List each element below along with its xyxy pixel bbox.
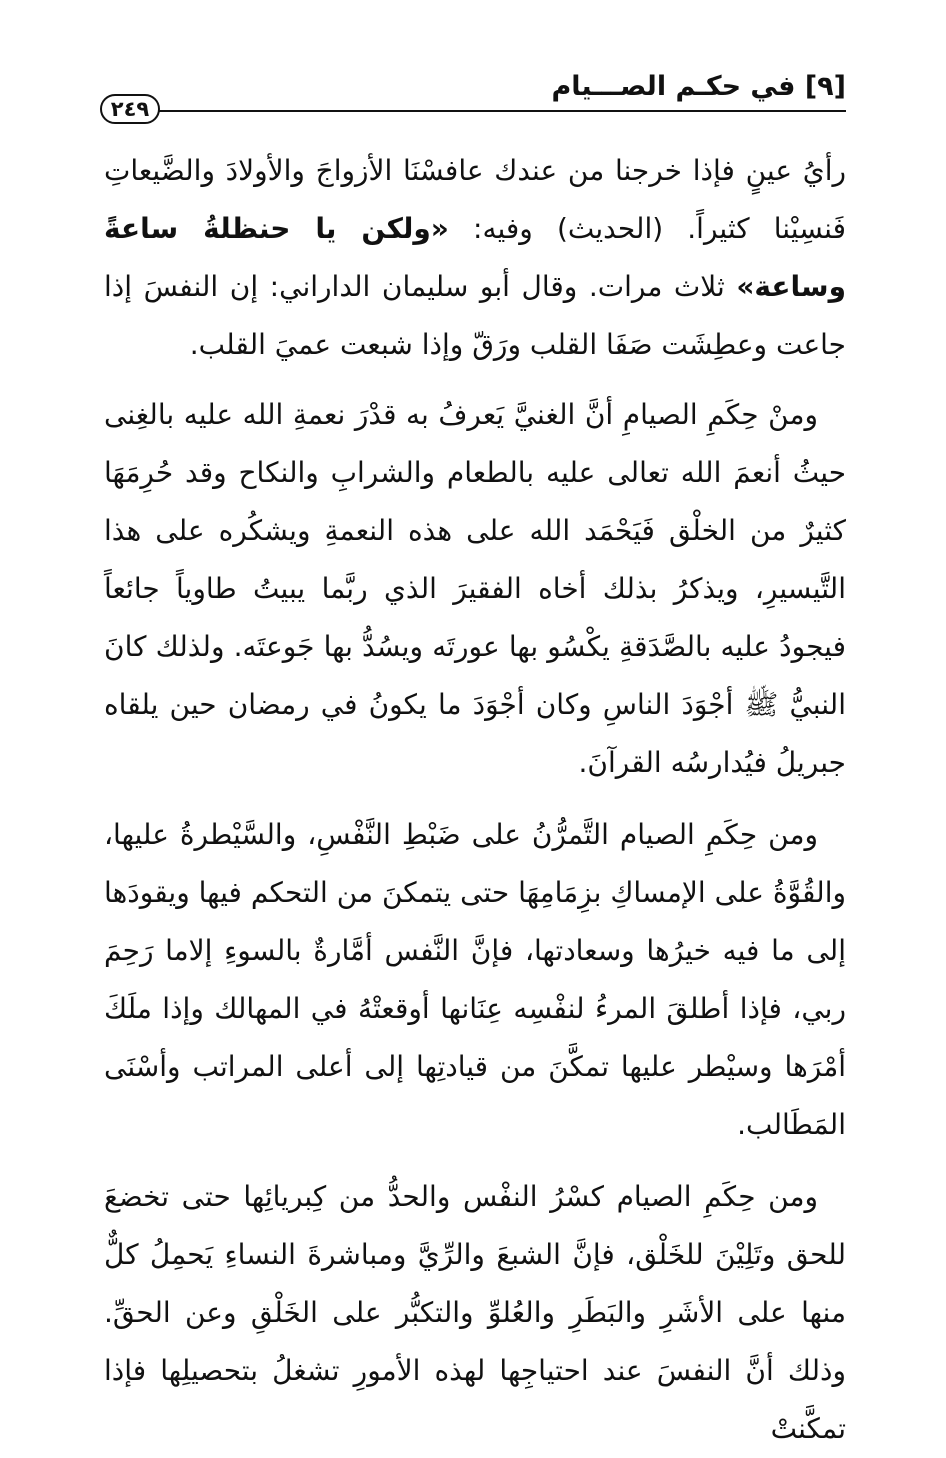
paragraph-3: [104, 806, 846, 1154]
page-header: [100, 70, 846, 126]
paragraph-4-text: ومن حِكَمِ الصيام كسْرُ النفْس والحدُّ من كِبريائِها حتى تخضعَ للحق وتَلِيْنَ للخَلْق، فإنَّ الشبعَ والرِّيَّ ومباشرةَ النساءِ يَحمِلُ كلٌّ منها على الأشَرِ والبَطَرِ والعُلوِّ والتكبُّر على الخَلْقِ وعن الحقِّ. وذلك أنَّ النفسَ عند احتياجِها لهذه الأمورِ تشغلُ بتحصيلِها فإذا تمكَّنتْ: [104, 1180, 846, 1445]
paragraph-2: [104, 386, 846, 792]
running-title: [٩] في حكـم الصـــيام: [551, 71, 846, 102]
paragraph-2-text: ومنْ حِكَمِ الصيامِ أنَّ الغنيَّ يَعرفُ به قدْرَ نعمةِ الله عليه بالغِنى حيثُ أنعمَ الله تعالى عليه بالطعام والشرابِ والنكاح وقد حُرِمَهَا كثيرٌ من الخلْق فَيَحْمَد الله على هذه النعمةِ ويشكُره على هذا التَّيسيرِ، ويذكرُ بذلك أخاه الفقيرَ الذي ربَّما يبيتُ طاوياً جائعاً فيجودُ عليه بالصَّدَقةِ يكْسُو بها عورتَه ويسُدُّ بها جَوعتَه. ولذلك كانَ النبيُّ ﷺ أجْوَدَ الناسِ وكان أجْوَدَ ما يكونُ في رمضان حين يلقاه جبريلُ فيُدارسُه القرآنَ.: [104, 398, 846, 779]
paragraph-1: [104, 142, 846, 374]
quote-hanzala: «ولكن يا حنظلةُ ساعةً وساعة»: [104, 212, 846, 303]
page-number-badge: [100, 94, 160, 124]
paragraph-1-text-b: ثلاث مرات. وقال أبو سليمان الداراني: إن النفسَ إذا جاعت وعطِشَت صَفَا القلب ورَقّ وإذا شبعت عميَ القلب.: [104, 270, 846, 361]
page-number: ٢٤٩: [110, 97, 150, 121]
header-rule: [156, 110, 846, 112]
paragraph-3-text: ومن حِكَمِ الصيام التَّمرُّنُ على ضَبْطِ النَّفْسِ، والسَّيْطرةُ عليها، والقُوَّةُ على الإمساكِ بزِمَامِهَا حتى يتمكنَ من التحكم فيها ويقودَها إلى ما فيه خيرُها وسعادتها، فإنَّ النَّفس أمَّارةٌ بالسوءِ إلاما رَحِمَ ربي، فإذا أطلقَ المرءُ لنفْسِه عِنَانها أوقعتْهُ في المهالك وإذا ملَكَ أمْرَها وسيْطر عليها تمكَّنَ من قيادتِها إلى أعلى المراتب وأسْنَى المَطَالب.: [104, 818, 846, 1141]
paragraph-1-text-a: رأيُ عينٍ فإذا خرجنا من عندك عافسْنَا الأزواجَ والأولادَ والضَّيعاتِ فَنسِيْنا كثيراً. (الحديث) وفيه:: [104, 154, 847, 245]
paragraph-4: [104, 1168, 846, 1458]
page-body: [104, 142, 846, 1458]
